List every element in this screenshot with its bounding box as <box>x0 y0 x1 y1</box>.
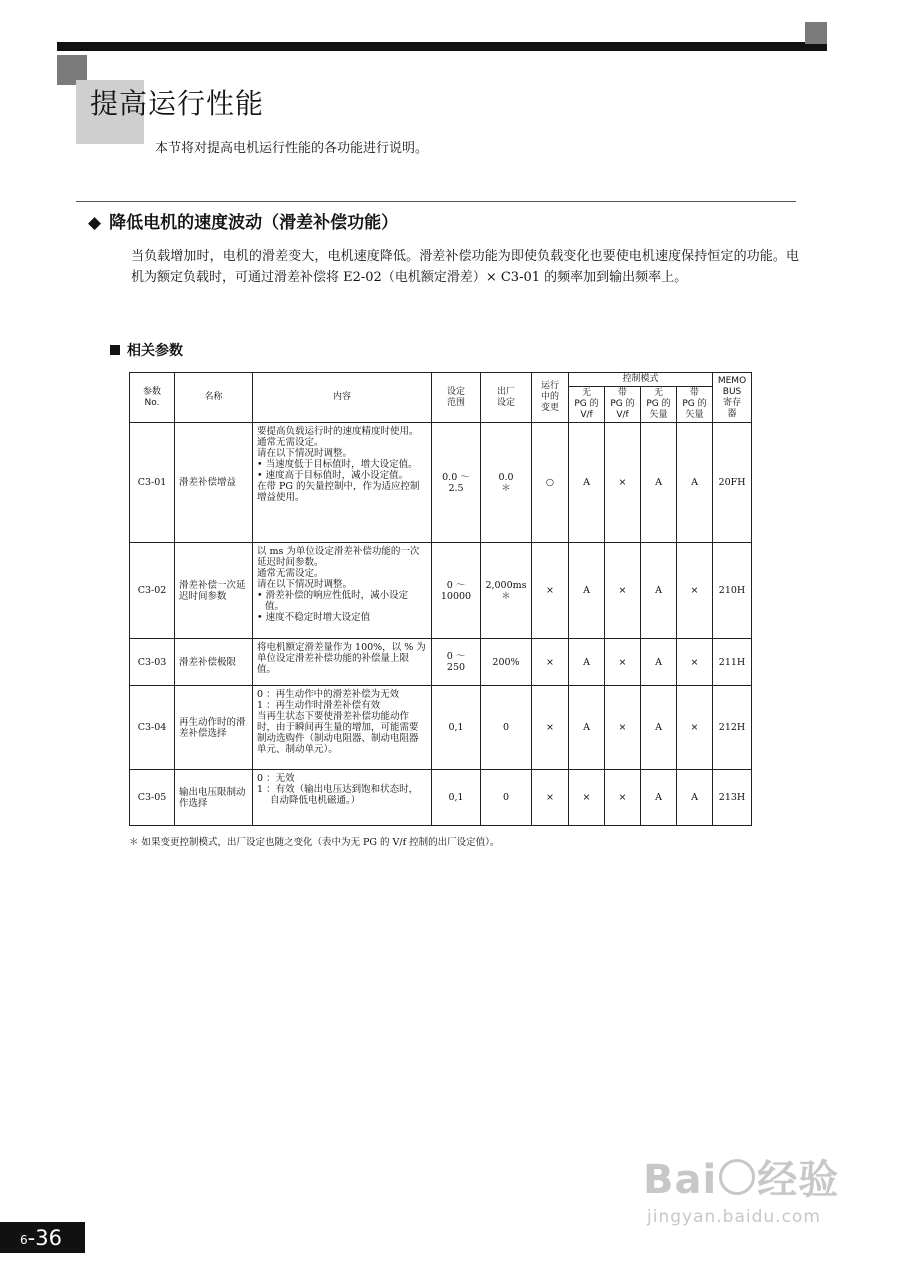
param-mode-pg-vf: × <box>605 686 641 770</box>
header-name: 名称 <box>175 373 253 423</box>
param-content <box>253 543 432 639</box>
param-no: C3-02 <box>130 543 175 639</box>
header-control-mode: 控制模式 <box>569 373 713 387</box>
content-line: 在带 PG 的矢量控制中，作为适应控制增益使用。 <box>257 481 420 503</box>
param-content <box>253 423 432 543</box>
param-mode-pg-vf: × <box>605 423 641 543</box>
page-chapter: 6 <box>20 1233 28 1247</box>
content-bullet: • 当速度低于目标值时，增大设定值。 <box>257 459 418 470</box>
param-name: 滑差补偿一次延迟时间参数 <box>175 543 253 639</box>
header-range: 设定 范围 <box>432 373 481 423</box>
param-register: 213H <box>713 770 752 826</box>
content-line: 请在以下情况时调整。 <box>257 579 353 590</box>
param-name: 输出电压限制动作选择 <box>175 770 253 826</box>
param-content <box>253 770 432 826</box>
content-line: 将电机额定滑差量作为 100%，以 % 为单位设定滑差补偿功能的补偿量上限值。 <box>257 642 426 675</box>
param-no: C3-03 <box>130 639 175 686</box>
header-mode-vf: 无 PG 的 V/f <box>569 387 605 423</box>
content-line: 通常无需设定。 <box>257 437 324 448</box>
param-range: 0.0 ～ 2.5 <box>432 423 481 543</box>
param-factory: 0.0 ＊ <box>481 423 532 543</box>
param-range: 0,1 <box>432 770 481 826</box>
param-mode-pg-vf: × <box>605 543 641 639</box>
param-mode-vf: A <box>569 686 605 770</box>
param-mode-pg-vf: × <box>605 770 641 826</box>
header-rule <box>57 42 827 51</box>
section-divider <box>76 201 796 202</box>
param-factory: 2,000ms ＊ <box>481 543 532 639</box>
param-run-change: ○ <box>532 423 569 543</box>
param-factory: 200% <box>481 639 532 686</box>
content-bullet: • 滑差补偿的响应性低时，减小设定值。 <box>257 590 409 612</box>
param-mode-vf: A <box>569 639 605 686</box>
param-register: 210H <box>713 543 752 639</box>
baidu-watermark <box>643 1148 839 1227</box>
param-no: C3-05 <box>130 770 175 826</box>
param-range: 0 ～ 250 <box>432 639 481 686</box>
content-line: 当再生状态下要使滑差补偿功能动作时，由于瞬间再生量的增加，可能需要制动选购件（制动电阻器、制动电阻器单元、制动单元）。 <box>257 711 419 755</box>
param-mode-vf: A <box>569 423 605 543</box>
param-content <box>253 686 432 770</box>
param-mode-vector: A <box>641 423 677 543</box>
page-number-box <box>0 1222 85 1253</box>
content-line: 请在以下情况时调整。 <box>257 448 353 459</box>
paw-icon <box>719 1159 755 1195</box>
param-mode-pg-vector: × <box>677 639 713 686</box>
header-param-no: 参数 No. <box>130 373 175 423</box>
table-row <box>130 423 752 543</box>
param-mode-pg-vector: × <box>677 686 713 770</box>
param-run-change: × <box>532 543 569 639</box>
param-register: 211H <box>713 639 752 686</box>
param-mode-pg-vector: A <box>677 770 713 826</box>
content-bullet: • 速度不稳定时增大设定值 <box>257 612 371 623</box>
content-option: 0 ：无效 <box>257 773 295 784</box>
header-mode-vector: 无 PG 的 矢量 <box>641 387 677 423</box>
param-mode-vector: A <box>641 543 677 639</box>
header-factory: 出厂 设定 <box>481 373 532 423</box>
watermark-url: jingyan.baidu.com <box>647 1207 821 1227</box>
subheading <box>110 340 183 360</box>
table-header-row <box>130 373 752 387</box>
header-corner-mark <box>805 22 827 44</box>
intro-text: 本节将对提高电机运行性能的各功能进行说明。 <box>155 141 429 156</box>
param-mode-vector: A <box>641 686 677 770</box>
param-mode-vf: A <box>569 543 605 639</box>
content-line: 以 ms 为单位设定滑差补偿功能的一次延迟时间参数。 <box>257 546 420 568</box>
header-mode-pg-vf: 带 PG 的 V/f <box>605 387 641 423</box>
param-range: 0,1 <box>432 686 481 770</box>
param-factory: 0 <box>481 770 532 826</box>
content-option: 0 ：再生动作中的滑差补偿为无效 <box>257 689 400 700</box>
diamond-icon: ◆ <box>88 213 102 233</box>
param-register: 212H <box>713 686 752 770</box>
table-row <box>130 686 752 770</box>
content-line: 通常无需设定。 <box>257 568 324 579</box>
param-mode-vector: A <box>641 639 677 686</box>
section-heading <box>88 208 398 233</box>
table-row <box>130 770 752 826</box>
header-run-change: 运行 中的 变更 <box>532 373 569 423</box>
page-title: 提高运行性能 <box>90 87 265 120</box>
table-row <box>130 543 752 639</box>
watermark-brand-right: 经验 <box>757 1157 840 1203</box>
param-mode-pg-vector: × <box>677 543 713 639</box>
param-content <box>253 639 432 686</box>
param-name: 滑差补偿极限 <box>175 639 253 686</box>
parameter-table <box>129 372 752 826</box>
content-bullet: • 速度高于目标值时，减小设定值。 <box>257 470 409 481</box>
table-footnote: ＊ 如果变更控制模式，出厂设定也随之变化（表中为无 PG 的 V/f 控制的出厂设定值）。 <box>129 837 500 848</box>
param-name: 再生动作时的滑差补偿选择 <box>175 686 253 770</box>
param-register: 20FH <box>713 423 752 543</box>
watermark-brand-left: Bai <box>643 1157 718 1203</box>
header-memobus: MEMO BUS 寄存 器 <box>713 373 752 423</box>
param-mode-vf: × <box>569 770 605 826</box>
param-mode-pg-vf: × <box>605 639 641 686</box>
content-line: 要提高负载运行时的速度精度时使用。 <box>257 426 419 437</box>
param-factory: 0 <box>481 686 532 770</box>
param-name: 滑差补偿增益 <box>175 423 253 543</box>
content-option: 1 ：再生动作时滑差补偿有效 <box>257 700 381 711</box>
param-run-change: × <box>532 686 569 770</box>
header-content: 内容 <box>253 373 432 423</box>
table-row <box>130 639 752 686</box>
section-title: 降低电机的速度波动（滑差补偿功能） <box>109 213 399 233</box>
param-mode-pg-vector: A <box>677 423 713 543</box>
param-run-change: × <box>532 770 569 826</box>
param-run-change: × <box>532 639 569 686</box>
param-no: C3-04 <box>130 686 175 770</box>
param-mode-vector: A <box>641 770 677 826</box>
param-range: 0 ～ 10000 <box>432 543 481 639</box>
param-no: C3-01 <box>130 423 175 543</box>
header-mode-pg-vector: 带 PG 的 矢量 <box>677 387 713 423</box>
section-paragraph: 当负载增加时，电机的滑差变大，电机速度降低。滑差补偿功能为即使负载变化也要使电机速度保持恒定的功能。电机为额定负载时，可通过滑差补偿将 E2-02（电机额定滑差）× C3-01 的频率加到输出频率上。 <box>131 249 799 285</box>
square-bullet-icon <box>110 345 120 355</box>
subheading-text: 相关参数 <box>127 343 183 359</box>
content-option: 1 ：有效（输出电压达到饱和状态时，自动降低电机磁通。） <box>257 784 419 806</box>
page-number: -36 <box>27 1226 62 1250</box>
